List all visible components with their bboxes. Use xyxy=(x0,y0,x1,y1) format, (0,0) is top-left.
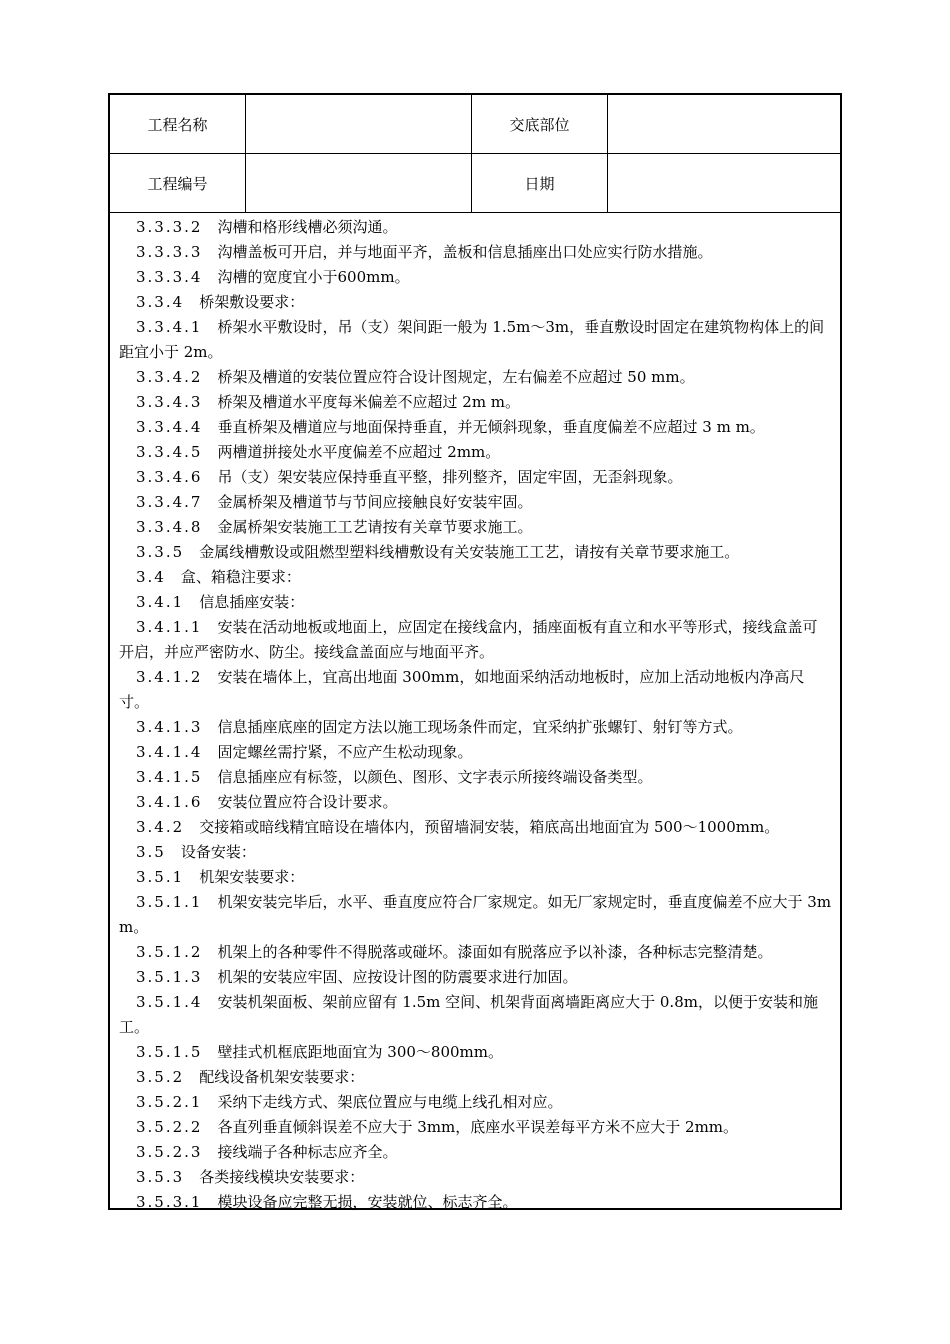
clause-number: 3.3.3.2 xyxy=(136,218,203,236)
clause-paragraph xyxy=(119,565,832,590)
part-value[interactable] xyxy=(608,95,840,153)
clause-number: 3.3.4.2 xyxy=(136,368,203,386)
clause-paragraph xyxy=(119,940,832,965)
clause-paragraph xyxy=(119,490,832,515)
clause-text: 各类接线模块安装要求： xyxy=(199,1168,365,1186)
clause-paragraph xyxy=(119,790,832,815)
clause-number: 3.5.2 xyxy=(136,1068,185,1086)
clause-number: 3.3.4.8 xyxy=(136,518,203,536)
clause-number: 3.5.1.4 xyxy=(136,993,203,1011)
clause-number: 3.3.3.3 xyxy=(136,243,203,261)
clause-text: 机架上的各种零件不得脱落或碰坏。漆面如有脱落应予以补漆，各种标志完整清楚。 xyxy=(217,943,773,961)
clause-number: 3.3.4.6 xyxy=(136,468,203,486)
clause-number: 3.3.4 xyxy=(136,293,185,311)
clause-number: 3.5.1.5 xyxy=(136,1043,203,1061)
clause-text: 交接箱或暗线精宜暗设在墙体内，预留墙洞安装，箱底高出地面宜为 500～1000mm。 xyxy=(199,818,780,836)
clause-text: 固定螺丝需拧紧，不应产生松动现象。 xyxy=(217,743,473,761)
clause-paragraph xyxy=(119,715,832,740)
clause-paragraph xyxy=(119,990,832,1040)
clause-number: 3.3.3.4 xyxy=(136,268,203,286)
clause-text: 机架的安装应牢固、应按设计图的防震要求进行加固。 xyxy=(217,968,578,986)
disclosure-content xyxy=(110,215,840,1215)
clause-paragraph xyxy=(119,840,832,865)
clause-number: 3.5.1.3 xyxy=(136,968,203,986)
project-name-value[interactable] xyxy=(246,95,471,153)
clause-paragraph xyxy=(119,965,832,990)
clause-number: 3.4.1.3 xyxy=(136,718,203,736)
clause-paragraph xyxy=(119,265,832,290)
clause-number: 3.3.4.4 xyxy=(136,418,203,436)
clause-text: 壁挂式机框底距地面宜为 300～800mm。 xyxy=(217,1043,503,1061)
clause-text: 沟槽盖板可开启，并与地面平齐，盖板和信息插座出口处应实行防水措施。 xyxy=(217,243,713,261)
clause-text: 采纳下走线方式、架底位置应与电缆上线孔相对应。 xyxy=(217,1093,563,1111)
clause-number: 3.5.1.2 xyxy=(136,943,203,961)
clause-text: 信息插座底座的固定方法以施工现场条件而定，宜采纳扩张螺钉、射钉等方式。 xyxy=(217,718,743,736)
clause-number: 3.5.2.2 xyxy=(136,1118,203,1136)
clause-text: 信息插座安装： xyxy=(199,593,305,611)
clause-text: 各直列垂直倾斜误差不应大于 3mm，底座水平误差每平方米不应大于 2mm。 xyxy=(217,1118,739,1136)
clause-number: 3.3.4.3 xyxy=(136,393,203,411)
clause-paragraph xyxy=(119,665,832,715)
disclosure-sheet xyxy=(108,93,842,1210)
clause-number: 3.5.3 xyxy=(136,1168,185,1186)
clause-number: 3.5.2.1 xyxy=(136,1093,203,1111)
clause-text: 桥架及槽道水平度每米偏差不应超过 2m m。 xyxy=(217,393,521,411)
clause-number: 3.4 xyxy=(136,568,166,586)
clause-number: 3.4.1.1 xyxy=(136,618,203,636)
clause-text: 接线端子各种标志应齐全。 xyxy=(217,1143,398,1161)
clause-text: 两槽道拼接处水平度偏差不应超过 2mm。 xyxy=(217,443,501,461)
project-name-label: 工程名称 xyxy=(147,115,208,134)
clause-paragraph xyxy=(119,615,832,665)
clause-number: 3.3.5 xyxy=(136,543,185,561)
clause-text: 金属桥架安装施工工艺请按有关章节要求施工。 xyxy=(217,518,533,536)
clause-paragraph xyxy=(119,865,832,890)
table-divider xyxy=(110,212,840,213)
clause-text: 机架安装完毕后，水平、垂直度应符合厂家规定。如无厂家规定时，垂直度偏差不应大于 3mm。 xyxy=(119,893,832,936)
clause-paragraph xyxy=(119,415,832,440)
clause-paragraph xyxy=(119,315,832,365)
clause-paragraph xyxy=(119,240,832,265)
clause-paragraph xyxy=(119,365,832,390)
date-value[interactable] xyxy=(608,154,840,212)
clause-paragraph xyxy=(119,465,832,490)
clause-text: 盒、箱稳注要求： xyxy=(180,568,301,586)
header-table xyxy=(110,95,840,213)
clause-number: 3.4.1.6 xyxy=(136,793,203,811)
clause-text: 设备安装： xyxy=(180,843,256,861)
clause-paragraph xyxy=(119,540,832,565)
clause-text: 沟槽的宽度宜小于600mm。 xyxy=(217,268,410,286)
clause-text: 安装机架面板、架前应留有 1.5m 空间、机架背面离墙距离应大于 0.8m，以便于安装和施工。 xyxy=(119,993,818,1036)
clause-text: 信息插座应有标签，以颜色、图形、文字表示所接终端设备类型。 xyxy=(217,768,653,786)
clause-text: 桥架水平敷设时，吊（支）架间距一般为 1.5m～3m，垂直敷设时固定在建筑物构体上的间距宜小于 2m。 xyxy=(119,318,825,361)
clause-paragraph xyxy=(119,590,832,615)
clause-number: 3.4.1 xyxy=(136,593,185,611)
project-number-label: 工程编号 xyxy=(147,174,208,193)
clause-text: 安装在墙体上，宜高出地面 300mm，如地面采纳活动地板时，应加上活动地板内净高尺寸。 xyxy=(119,668,805,711)
clause-number: 3.5.3.1 xyxy=(136,1193,203,1211)
clause-number: 3.3.4.1 xyxy=(136,318,203,336)
clause-paragraph xyxy=(119,1165,832,1190)
clause-text: 吊（支）架安装应保持垂直平整，排列整齐，固定牢固，无歪斜现象。 xyxy=(217,468,683,486)
clause-number: 3.5.1 xyxy=(136,868,185,886)
clause-paragraph xyxy=(119,890,832,940)
clause-number: 3.3.4.5 xyxy=(136,443,203,461)
clause-number: 3.4.1.5 xyxy=(136,768,203,786)
clause-text: 桥架及槽道的安装位置应符合设计图规定，左右偏差不应超过 50 mm。 xyxy=(217,368,695,386)
clause-paragraph xyxy=(119,440,832,465)
clause-paragraph xyxy=(119,1065,832,1090)
part-label: 交底部位 xyxy=(509,115,570,134)
clause-number: 3.4.1.2 xyxy=(136,668,203,686)
clause-text: 模块设备应完整无损，安装就位、标志齐全。 xyxy=(217,1193,518,1211)
clause-number: 3.4.1.4 xyxy=(136,743,203,761)
clause-paragraph xyxy=(119,1115,832,1140)
clause-number: 3.4.2 xyxy=(136,818,185,836)
project-number-value[interactable] xyxy=(246,154,471,212)
clause-number: 3.5.1.1 xyxy=(136,893,203,911)
clause-text: 垂直桥架及槽道应与地面保持垂直，并无倾斜现象，垂直度偏差不应超过 3 m m。 xyxy=(217,418,765,436)
clause-paragraph xyxy=(119,765,832,790)
clause-paragraph xyxy=(119,215,832,240)
clause-text: 金属线槽敷设或阻燃型塑料线槽敷设有关安装施工工艺，请按有关章节要求施工。 xyxy=(199,543,740,561)
clause-paragraph xyxy=(119,390,832,415)
clause-text: 沟槽和格形线槽必须沟通。 xyxy=(217,218,398,236)
clause-number: 3.5.2.3 xyxy=(136,1143,203,1161)
clause-paragraph xyxy=(119,1040,832,1065)
clause-paragraph xyxy=(119,290,832,315)
clause-text: 机架安装要求： xyxy=(199,868,305,886)
clause-number: 3.3.4.7 xyxy=(136,493,203,511)
clause-number: 3.5 xyxy=(136,843,166,861)
clause-text: 安装在活动地板或地面上，应固定在接线盒内，插座面板有直立和水平等形式，接线盒盖可开启，并应严密防水、防尘。接线盒盖面应与地面平齐。 xyxy=(119,618,818,661)
clause-text: 安装位置应符合设计要求。 xyxy=(217,793,398,811)
clause-paragraph xyxy=(119,1190,832,1215)
clause-paragraph xyxy=(119,740,832,765)
clause-paragraph xyxy=(119,815,832,840)
clause-text: 配线设备机架安装要求： xyxy=(199,1068,365,1086)
clause-paragraph xyxy=(119,515,832,540)
clause-text: 桥架敷设要求： xyxy=(199,293,305,311)
clause-text: 金属桥架及槽道节与节间应接触良好安装牢固。 xyxy=(217,493,533,511)
clause-paragraph xyxy=(119,1090,832,1115)
clause-paragraph xyxy=(119,1140,832,1165)
date-label: 日期 xyxy=(524,174,555,193)
